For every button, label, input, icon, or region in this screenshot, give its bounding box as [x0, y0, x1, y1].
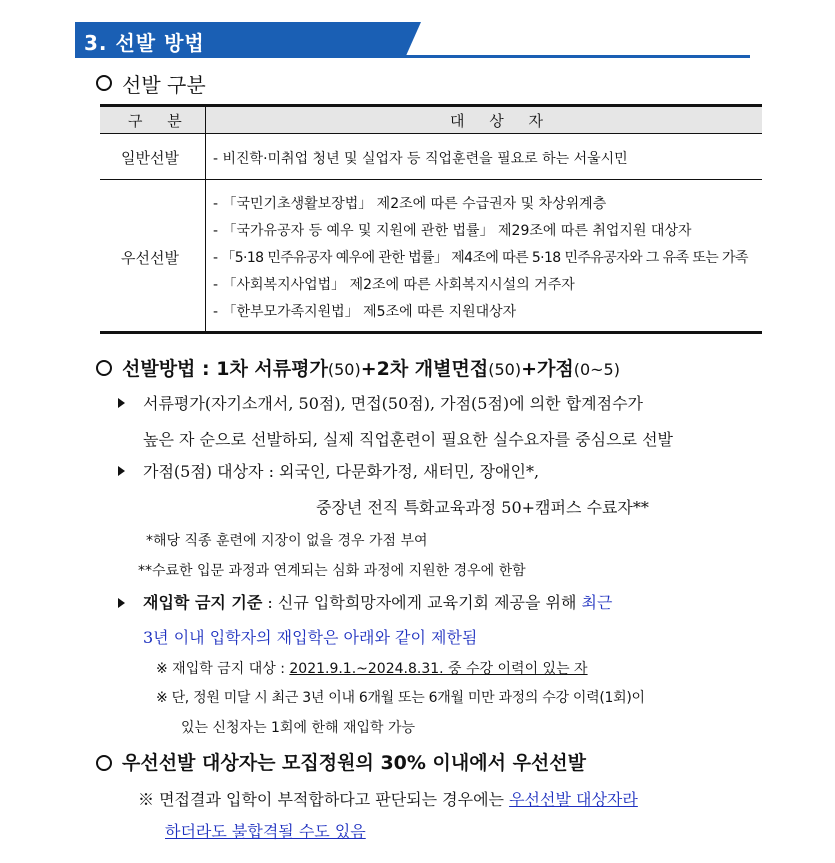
table-cell-text: - 「5·18 민주유공자 예우에 관한 법률」 제4조에 따른 5·18 민주유공자와 그 유족 또는 가족 [213, 250, 748, 266]
table-header-target: 대 상 자 [450, 112, 554, 130]
table-header-divider [100, 133, 762, 134]
table-header-category: 구 분 [128, 112, 192, 130]
table-row-label: 우선선발 [121, 249, 179, 267]
section-underline [405, 55, 750, 58]
method-heading: 선발방법 : 1차 서류평가(50)+2차 개별면접(50)+가점(0~5) [122, 358, 620, 380]
circle-bullet-icon [96, 755, 112, 771]
readmission-rule-text: 재입학 금지 기준 : 신규 입학희망자에게 교육기회 제공을 위해 최근 [143, 593, 613, 612]
table-cell-text: - 「국가유공자 등 예우 및 지원에 관한 법률」 제29조에 따른 취업지원 대상자 [213, 223, 692, 239]
priority-heading: 우선선발 대상자는 모집정원의 30% 이내에서 우선선발 [122, 752, 586, 774]
triangle-bullet-icon [118, 398, 125, 408]
section-title: 3. 선발 방법 [84, 31, 205, 55]
circle-bullet-icon [96, 360, 112, 376]
bonus-targets-text: 가점(5점) 대상자 : 외국인, 다문화가정, 새터민, 장애인*, [143, 462, 540, 481]
method-bullet-text: 높은 자 순으로 선발하되, 실제 직업훈련이 필요한 실수요자를 중심으로 선발 [143, 430, 673, 449]
bonus-targets-text: 중장년 전직 특화교육과정 50+캠퍼스 수료자** [316, 498, 649, 517]
table-cell-text: - 비진학·미취업 청년 및 실업자 등 직업훈련을 필요로 하는 서울시민 [213, 151, 628, 167]
readmission-note: 있는 신청자는 1회에 한해 재입학 가능 [181, 720, 416, 736]
table-row-divider [100, 179, 762, 180]
priority-note: ※ 면접결과 입학이 부적합하다고 판단되는 경우에는 우선선발 대상자라 [138, 790, 638, 809]
footnote-text: *해당 직종 훈련에 지장이 없을 경우 가점 부여 [146, 533, 428, 549]
method-bullet-text: 서류평가(자기소개서, 50점), 면접(50점), 가점(5점)에 의한 합계점수가 [143, 394, 643, 413]
triangle-bullet-icon [118, 598, 125, 608]
readmission-note: ※ 재입학 금지 대상 : 2021.9.1.~2024.8.31. 중 수강 이력이 있는 자 [156, 661, 588, 677]
readmission-rule-text: 3년 이내 입학자의 재입학은 아래와 같이 제한됨 [143, 628, 478, 647]
circle-bullet-icon [96, 75, 112, 91]
triangle-bullet-icon [118, 466, 125, 476]
classification-heading: 선발 구분 [122, 73, 206, 97]
table-header-row [100, 107, 762, 133]
table-column-divider [205, 107, 206, 331]
table-cell-text: - 「한부모가족지원법」 제5조에 따른 지원대상자 [213, 304, 517, 320]
table-row-label: 일반선발 [121, 149, 179, 167]
readmission-note: ※ 단, 정원 미달 시 최근 3년 이내 6개월 또는 6개월 미만 과정의 수강 이력(1회)이 [156, 690, 645, 706]
table-bottom-border [100, 331, 762, 334]
table-cell-text: - 「사회복지사업법」 제2조에 따른 사회복지시설의 거주자 [213, 277, 575, 293]
priority-note: 하더라도 불합격될 수도 있음 [165, 822, 366, 841]
footnote-text: **수료한 입문 과정과 연계되는 심화 과정에 지원한 경우에 한함 [138, 563, 526, 579]
table-cell-text: - 「국민기초생활보장법」 제2조에 따른 수급권자 및 차상위계층 [213, 196, 607, 212]
